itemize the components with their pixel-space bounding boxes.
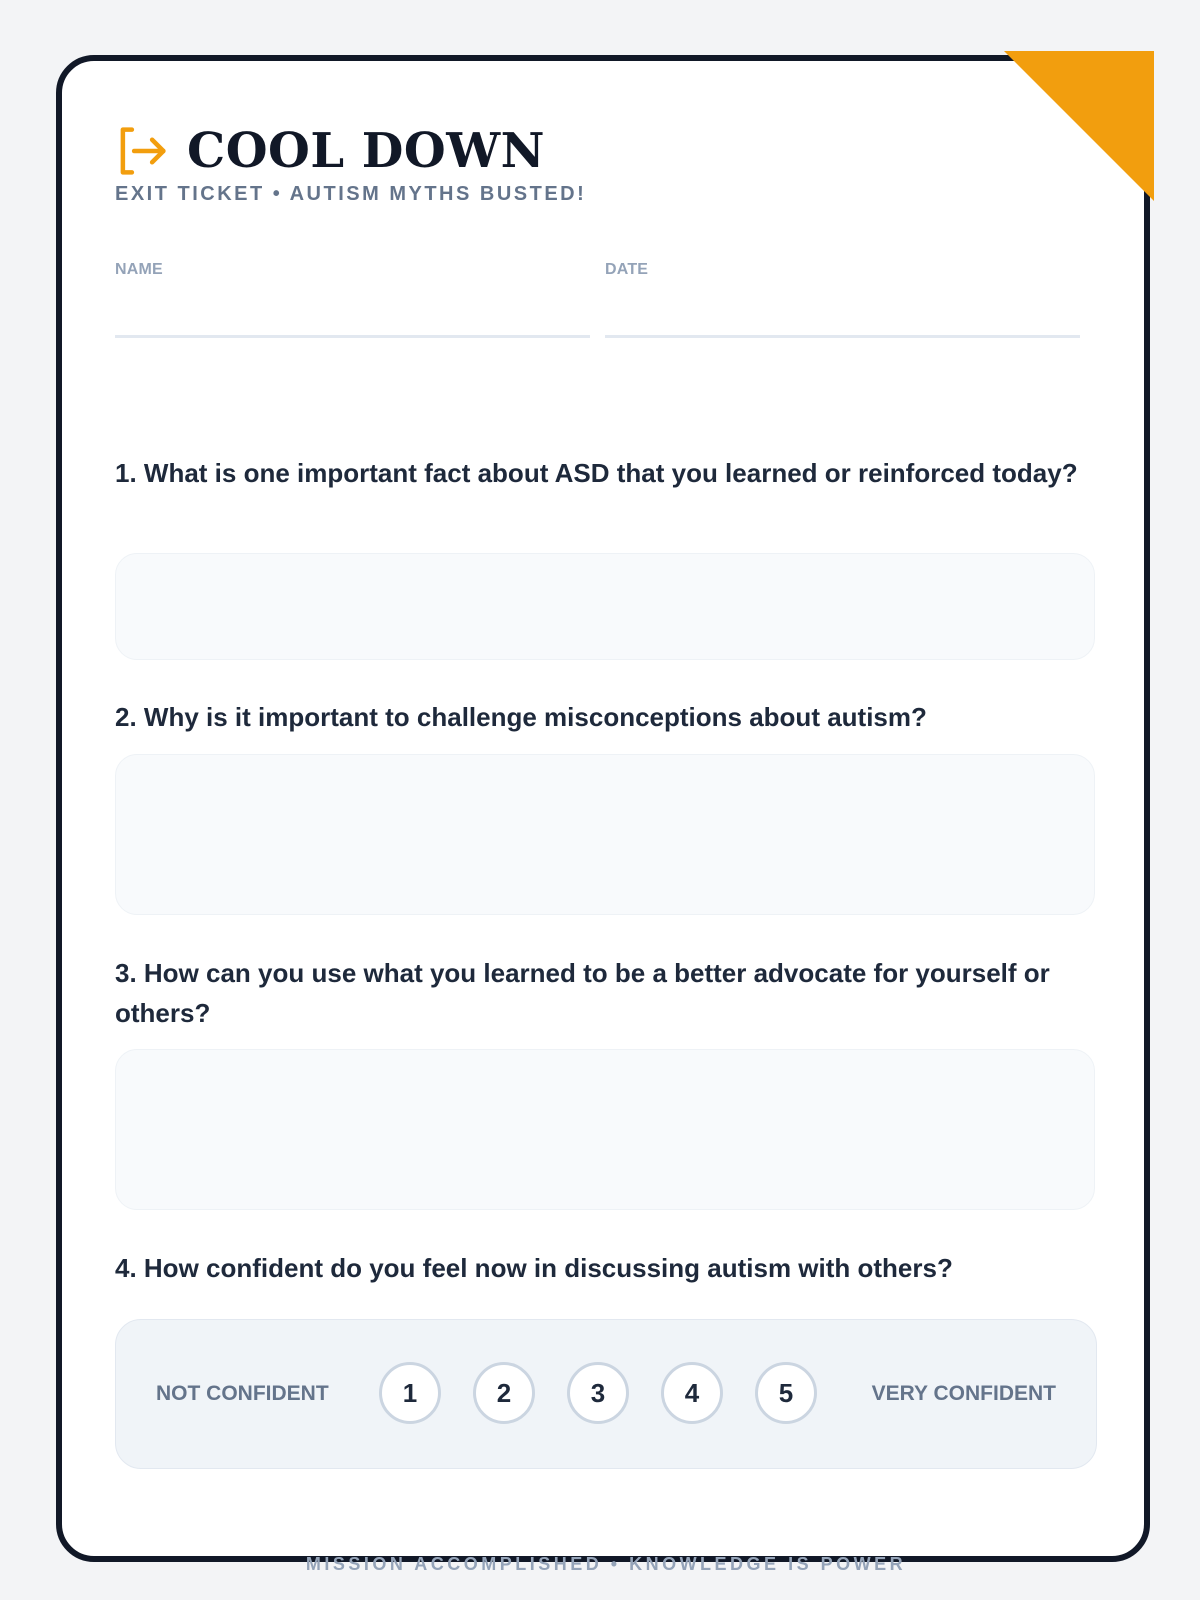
header	[115, 121, 545, 181]
question-2: 2. Why is it important to challenge misconceptions about autism?	[115, 702, 927, 732]
footer-tagline: MISSION ACCOMPLISHED • KNOWLEDGE IS POWER	[305, 1554, 907, 1574]
corner-accent	[1004, 51, 1154, 201]
scale-option-4[interactable]: 4	[661, 1362, 723, 1424]
scale-option-1[interactable]: 1	[379, 1362, 441, 1424]
scale-option-5[interactable]: 5	[755, 1362, 817, 1424]
name-input-line[interactable]	[115, 335, 590, 338]
exit-arrow-icon	[115, 124, 169, 178]
page-subtitle: EXIT TICKET • AUTISM MYTHS BUSTED!	[115, 183, 587, 205]
scale-low-label: NOT CONFIDENT	[156, 1382, 329, 1405]
date-field[interactable]	[605, 261, 1080, 338]
page-title: COOL DOWN	[187, 123, 546, 179]
scale-high-label: VERY CONFIDENT	[871, 1382, 1056, 1405]
answer-box-1[interactable]	[115, 553, 1095, 660]
question-3: 3. How can you use what you learned to be a better advocate for yourself or others?	[115, 958, 1050, 1028]
answer-box-2[interactable]	[115, 754, 1095, 915]
confidence-scale	[115, 1319, 1097, 1469]
question-1: 1. What is one important fact about ASD that you learned or reinforced today?	[115, 458, 1078, 488]
exit-ticket-card	[56, 55, 1150, 1574]
answer-box-3[interactable]	[115, 1049, 1095, 1210]
name-field[interactable]	[115, 261, 590, 338]
scale-option-3[interactable]: 3	[567, 1362, 629, 1424]
name-label: NAME	[115, 261, 163, 278]
date-input-line[interactable]	[605, 335, 1080, 338]
date-label: DATE	[605, 261, 649, 278]
scale-option-2[interactable]: 2	[473, 1362, 535, 1424]
question-4: 4. How confident do you feel now in discussing autism with others?	[115, 1253, 953, 1283]
